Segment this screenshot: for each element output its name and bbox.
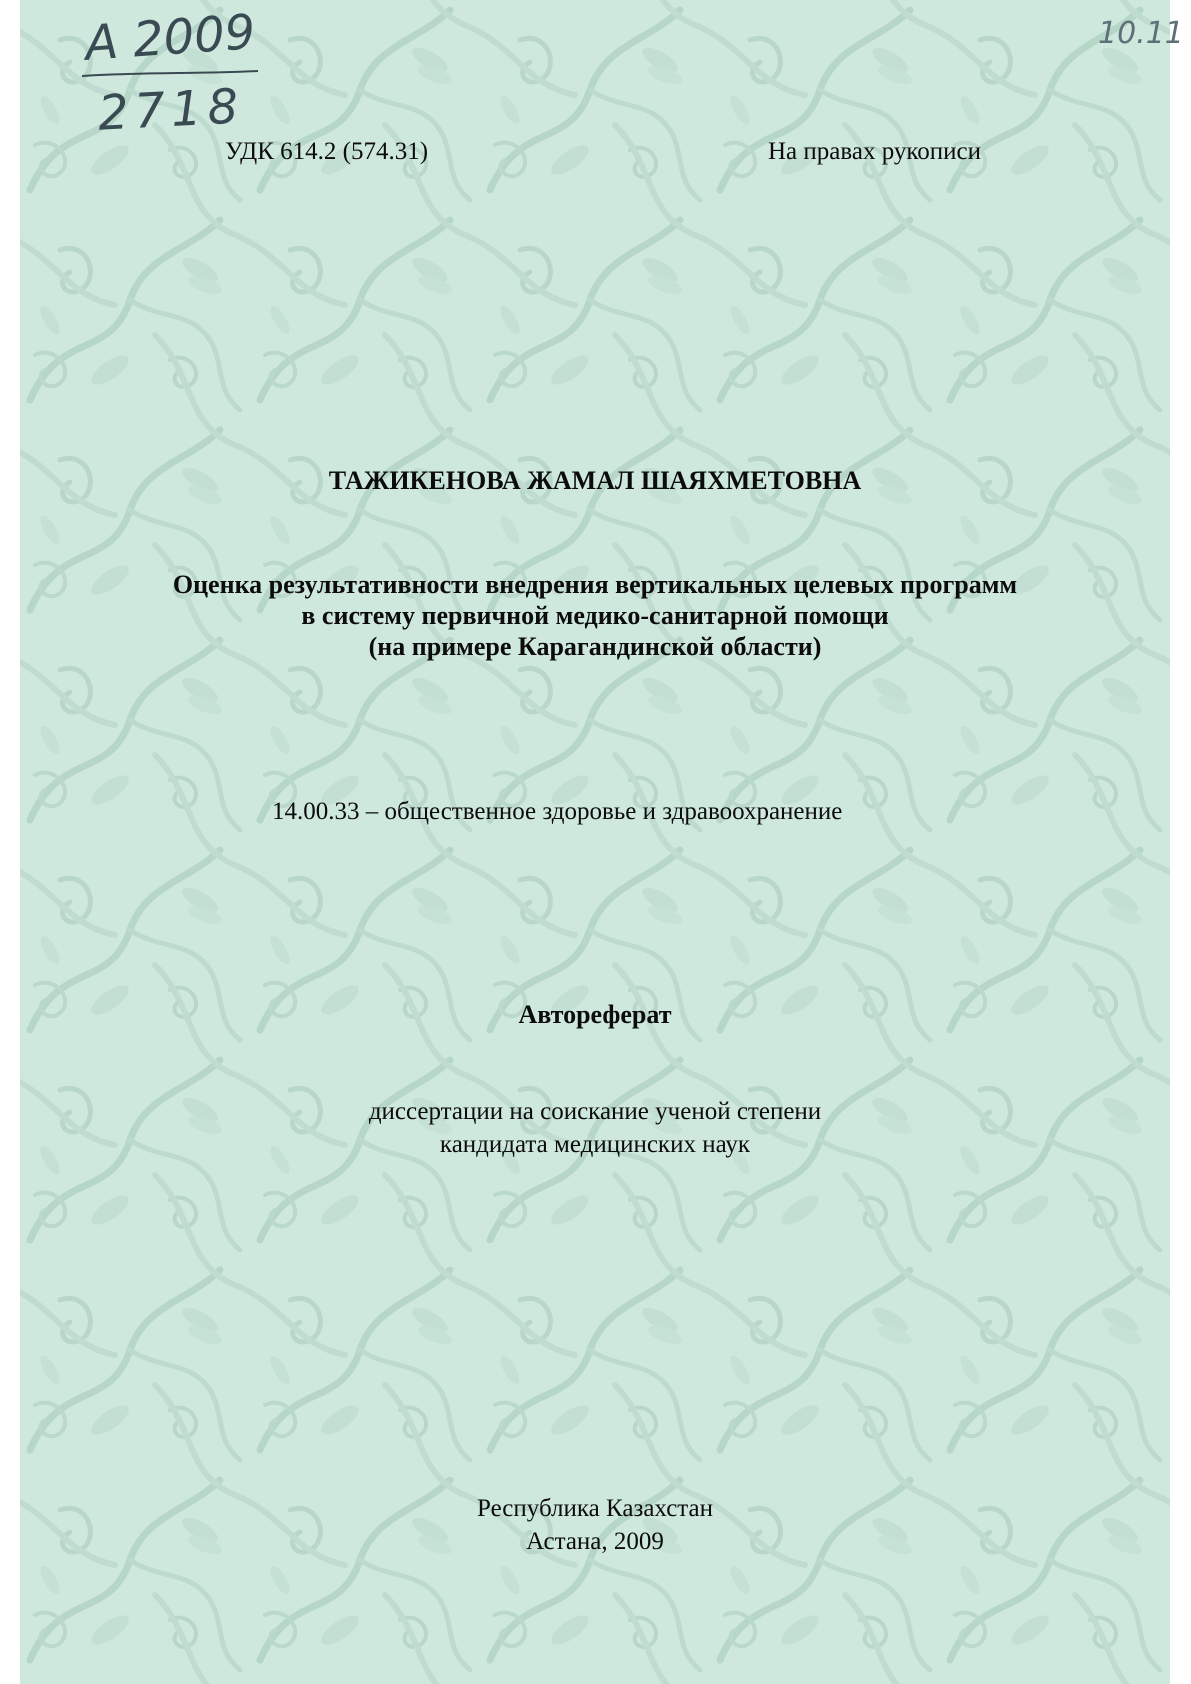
handwritten-code-bottom: 2718 — [96, 78, 246, 142]
author-name: ТАЖИКЕНОВА ЖАМАЛ ШАЯХМЕТОВНА — [328, 466, 862, 495]
specialty-code: 14.00.33 – общественное здоровье и здравоохранение — [272, 798, 843, 825]
document-type: Автореферат — [518, 1000, 672, 1029]
title-line-2: в систему первичной медико-санитарной помощи — [301, 601, 889, 630]
cover-sheet — [20, 0, 1184, 1684]
rights-notice: На правах рукописи — [768, 138, 981, 165]
title-line-1: Оценка результативности внедрения вертикальных целевых программ — [172, 570, 1018, 599]
degree-line-1: диссертации на соискание ученой степени — [368, 1098, 822, 1125]
place-country: Республика Казахстан — [477, 1495, 713, 1522]
floral-background-pattern — [20, 0, 1170, 1684]
title-line-3: (на примере Карагандинской области) — [368, 632, 822, 661]
handwritten-corner-note: 10.11 — [1098, 16, 1184, 51]
degree-line-2: кандидата медицинских наук — [439, 1131, 751, 1158]
handwritten-code-top: А 2009 — [83, 4, 257, 72]
place-city-year: Астана, 2009 — [526, 1528, 664, 1555]
udc-code: УДК 614.2 (574.31) — [225, 138, 429, 165]
